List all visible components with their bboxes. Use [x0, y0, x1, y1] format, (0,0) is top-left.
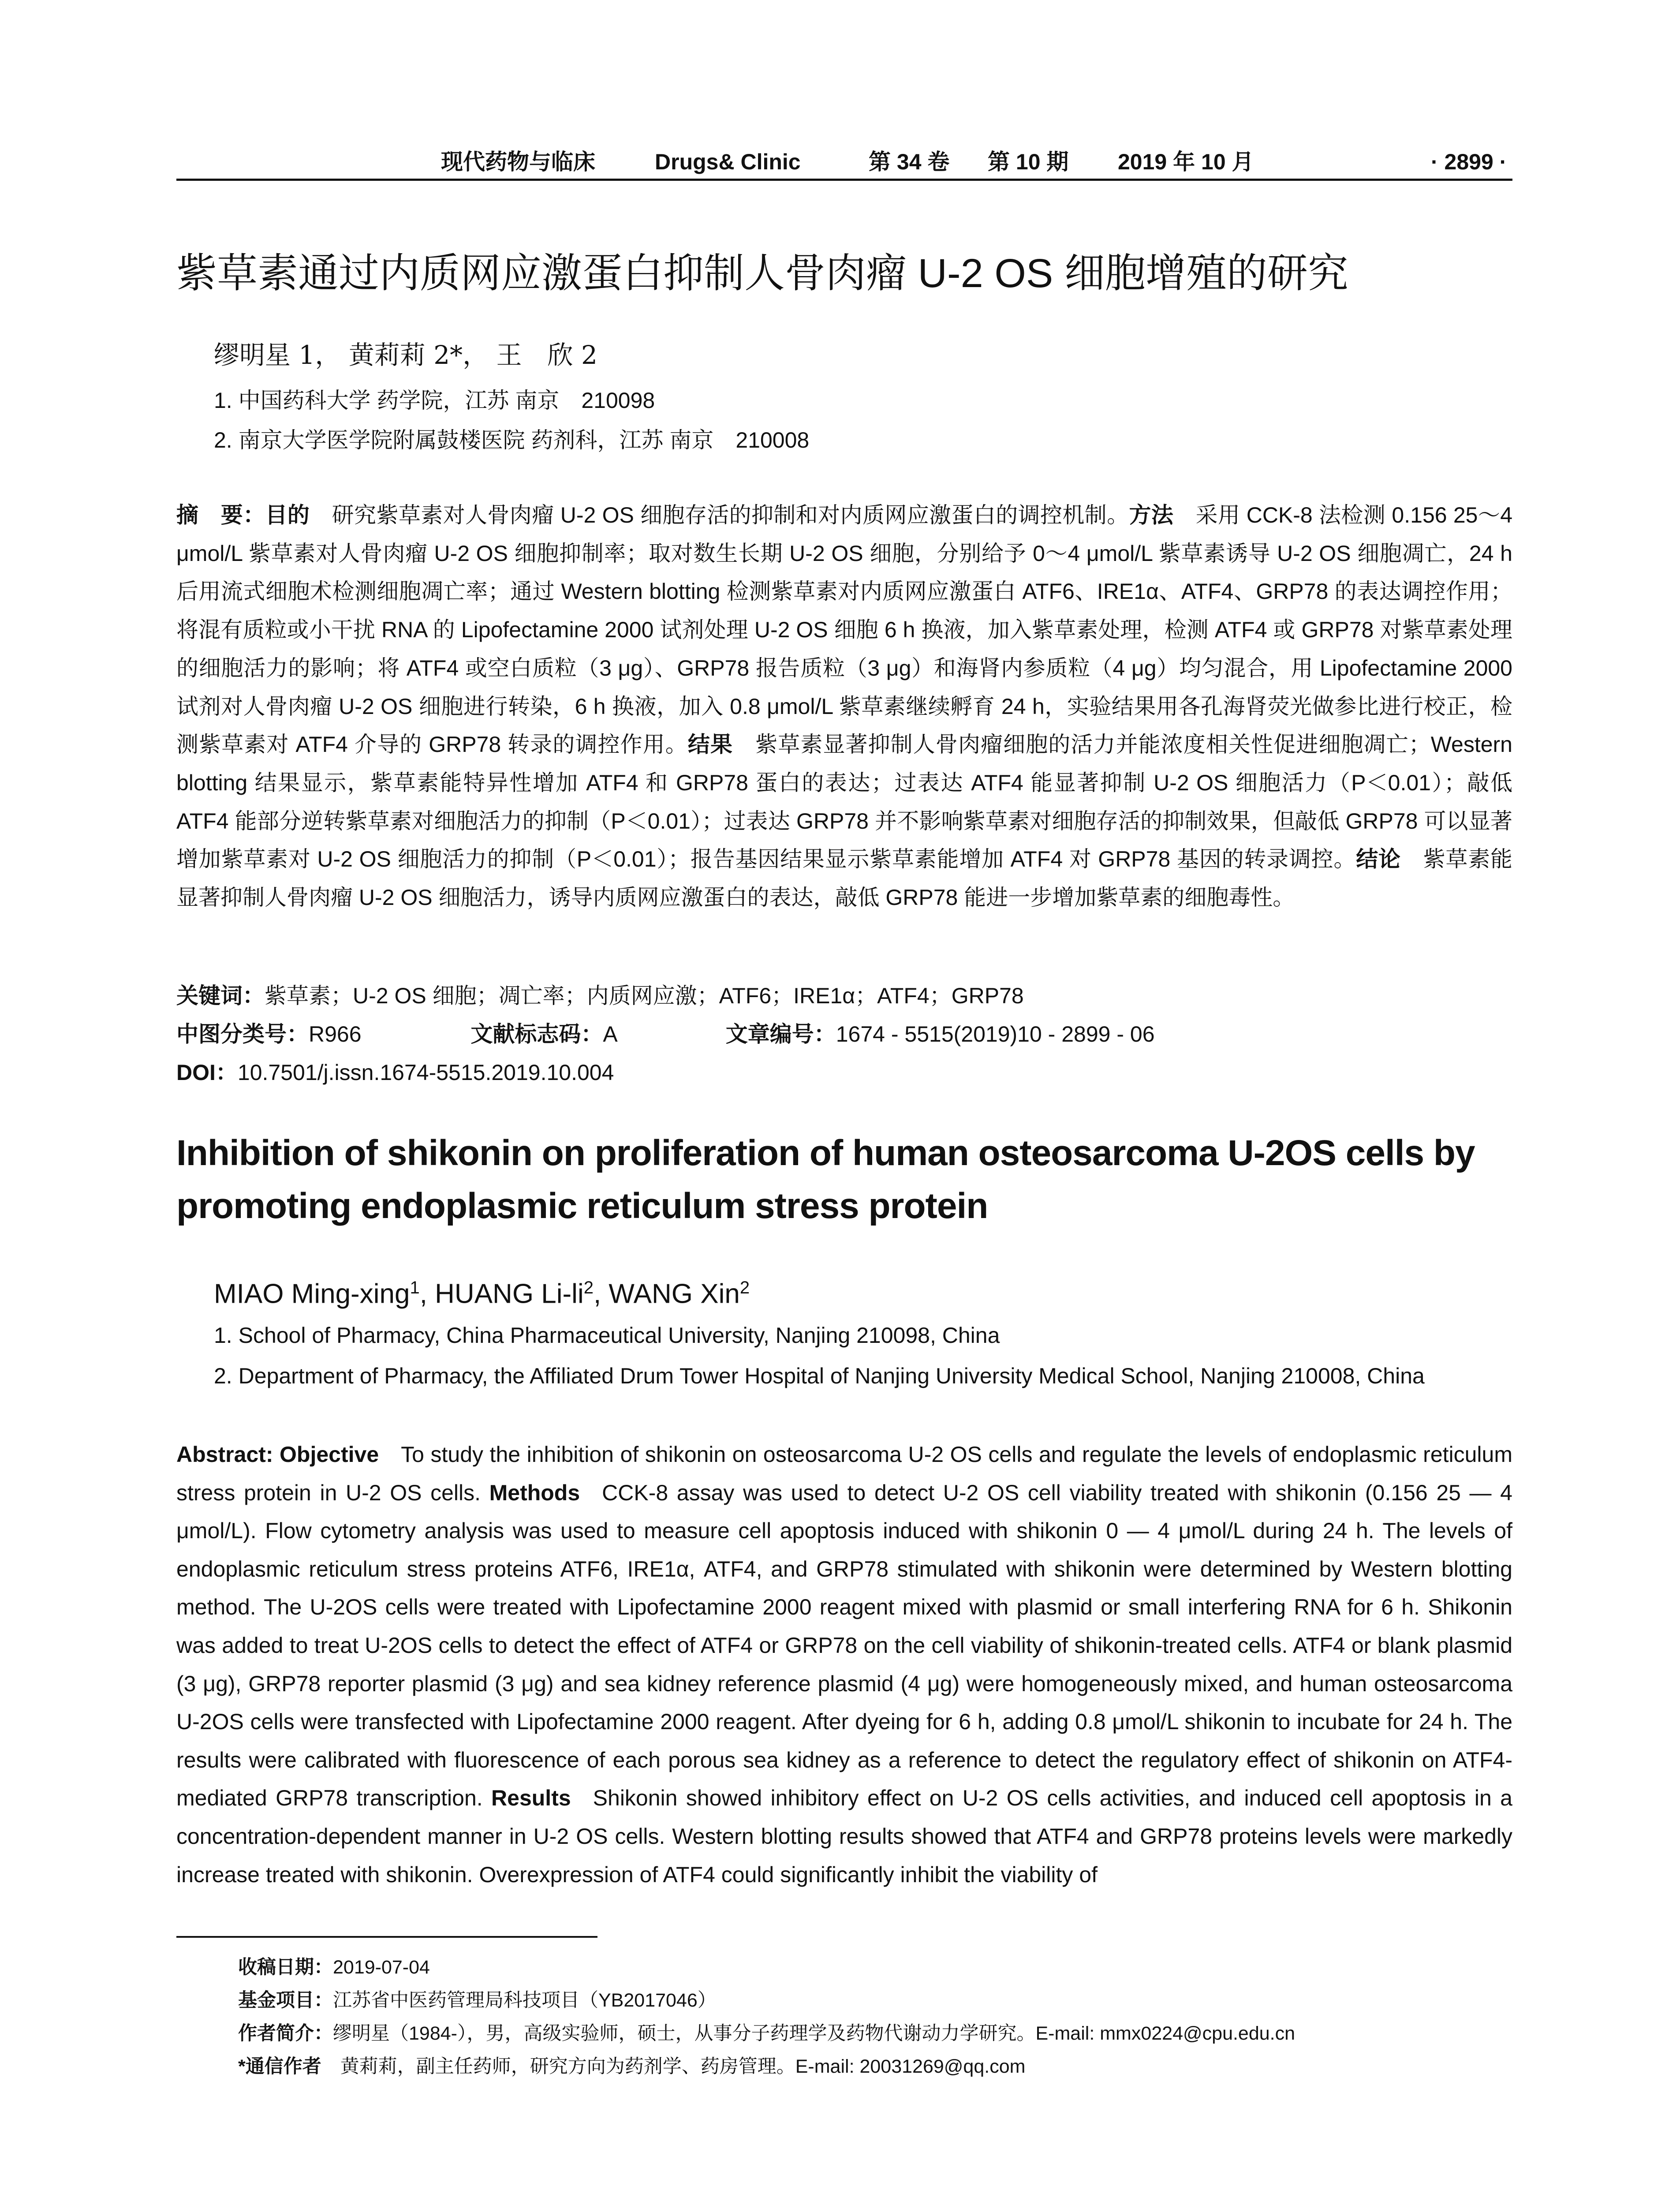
- conclusion-label-cn: 结论: [1356, 847, 1401, 872]
- doc-code-value: A: [603, 1022, 616, 1046]
- fund-label: 基金项目：: [238, 1990, 333, 2011]
- journal-name-en: Drugs& Clinic: [655, 149, 801, 174]
- abstract-cn: [176, 496, 1512, 917]
- author-en-3-aff: 2: [739, 1278, 750, 1297]
- results-en: Shikonin showed inhibitory effect on U-2 OS cells activities, and induced cell apoptosis in a concentration-dependent manner in U-2 OS cells. Western blotting results showed that ATF4 and GRP78 proteins levels were markedly increase treated with shikonin. Overexpression of ATF4 could significantly inhibit the viability of: [176, 1786, 1512, 1887]
- footnote-author-bio: [238, 2018, 1295, 2049]
- author-en-3: , WANG Xin: [593, 1278, 740, 1309]
- affiliation-en-2: 2. Department of Pharmacy, the Affiliated Drum Tower Hospital of Nanjing University Medical School, Nanjing 210008, China: [214, 1364, 1425, 1388]
- author-en-1-aff: 1: [410, 1278, 420, 1297]
- issue: 第 10 期: [988, 149, 1069, 174]
- affiliation-en-1: 1. School of Pharmacy, China Pharmaceutical University, Nanjing 210098, China: [214, 1323, 1000, 1348]
- abstract-en-label: Abstract: Objective: [176, 1442, 379, 1467]
- article-no-value: 1674 - 5515(2019)10 - 2899 - 06: [836, 1022, 1155, 1046]
- doi-row: [176, 1055, 614, 1090]
- running-header: [176, 142, 1512, 182]
- conclusion-cn: 紫草素能显著抑制人骨肉瘤 U-2 OS 细胞活力，诱导内质网应激蛋白的表达，敲低 GRP78 能进一步增加紫草素的细胞毒性。: [176, 847, 1512, 910]
- results-label-cn: 结果: [687, 732, 733, 757]
- corresponding-label: *通信作者: [238, 2056, 321, 2077]
- page-number: · 2899 ·: [1431, 149, 1507, 174]
- objective-en: To study the inhibition of shikonin on osteosarcoma U-2 OS cells and regulate the levels of endoplasmic reticulum stress protein in U-2 OS cells.: [176, 1442, 1512, 1505]
- authors-en: [214, 1266, 750, 1316]
- corresponding-text: 黄莉莉，副主任药师，研究方向为药剂学、药房管理。E-mail: 20031269@qq.com: [340, 2056, 1026, 2077]
- affiliation-cn-1: 1. 中国药科大学 药学院，江苏 南京 210098: [214, 388, 655, 413]
- doi-value: 10.7501/j.issn.1674-5515.2019.10.004: [237, 1060, 614, 1085]
- bio-text: 缪明星（1984-），男，高级实验师，硕士，从事分子药理学及药物代谢动力学研究。E-mail: mmx0224@cpu.edu.cn: [333, 2023, 1295, 2044]
- keywords-cn: [176, 978, 1024, 1013]
- affiliation-cn-2: 2. 南京大学医学院附属鼓楼医院 药剂科，江苏 南京 210008: [214, 428, 810, 452]
- footnote-corresponding: [238, 2051, 1025, 2082]
- journal-name-cn: 现代药物与临床: [441, 149, 595, 174]
- objective-label-cn: 目的: [265, 503, 310, 527]
- clc-value: R966: [309, 1022, 362, 1046]
- bio-label: 作者简介：: [238, 2023, 333, 2044]
- results-label-en: Results: [491, 1786, 571, 1811]
- objective-cn: 研究紫草素对人骨肉瘤 U-2 OS 细胞存活的抑制和对内质网应激蛋白的调控机制。: [332, 503, 1129, 527]
- author-en-2: , HUANG Li-li: [419, 1278, 584, 1309]
- footnote-fund: [238, 1984, 717, 2016]
- author-en-1: MIAO Ming-xing: [214, 1278, 410, 1309]
- keywords-label: 关键词：: [176, 983, 265, 1008]
- title-en: Inhibition of shikonin on proliferation of human osteosarcoma U-2OS cells by promoting endoplasmic reticulum stress protein: [176, 1133, 1475, 1226]
- abstract-cn-label: 摘 要：: [176, 503, 265, 527]
- received-date: 2019-07-04: [333, 1957, 430, 1978]
- authors-cn: 缪明星 1， 黄莉莉 2*， 王 欣 2: [214, 340, 597, 370]
- clc-label: 中图分类号：: [176, 1022, 309, 1046]
- methods-label-cn: 方法: [1129, 503, 1174, 527]
- footnote-rule: [176, 1936, 597, 1938]
- volume: 第 34 卷: [869, 149, 950, 174]
- article-no-label: 文章编号：: [725, 1022, 836, 1046]
- methods-cn: 采用 CCK-8 法检测 0.156 25～4 μmol/L 紫草素对人骨肉瘤 U-2 OS 细胞抑制率；取对数生长期 U-2 OS 细胞，分别给予 0～4 μmol/L 紫草素诱导 U-2 OS 细胞凋亡，24 h 后用流式细胞术检测细胞凋亡率；通过 Western blotting 检测紫草素对内质网应激蛋白 ATF6、IRE1α、ATF4、GRP78 的表达调控作用；将混有质粒或小干扰 RNA 的 Lipofectamine 2000 试剂处理 U-2 OS 细胞 6 h 换液，加入紫草素处理，检测 ATF4 或 GRP78 对紫草素处理的细胞活力的影响；将 ATF4 或空白质粒（3 μg）、GRP78 报告质粒（3 μg）和海肾内参质粒（4 μg）均匀混合，用 Lipofectamine 2000 试剂对人骨肉瘤 U-2 OS 细胞进行转染，6 h 换液，加入 0.8 μmol/L 紫草素继续孵育 24 h，实验结果用各孔海肾荧光做参比进行校正，检测紫草素对 ATF4 介导的 GRP78 转录的调控作用。: [176, 503, 1513, 757]
- doc-code-label: 文献标志码：: [470, 1022, 603, 1046]
- issue-date: 2019 年 10 月: [1118, 149, 1254, 174]
- header-rule: [176, 179, 1512, 181]
- keywords-text: 紫草素；U-2 OS 细胞；凋亡率；内质网应激；ATF6；IRE1α；ATF4；GRP78: [265, 983, 1024, 1008]
- fund-text: 江苏省中医药管理局科技项目（YB2017046）: [333, 1990, 717, 2011]
- methods-label-en: Methods: [489, 1480, 580, 1505]
- received-label: 收稿日期：: [238, 1957, 333, 1978]
- doi-label: DOI：: [176, 1060, 238, 1085]
- methods-en: CCK-8 assay was used to detect U-2 OS cell viability treated with shikonin (0.156 25 — 4 μmol/L). Flow cytometry analysis was used to measure cell apoptosis induced with shikonin 0 — 4 μmol/L during 24 h. The levels of endoplasmic reticulum stress proteins ATF6, IRE1α, ATF4, and GRP78 stimulated with shikonin were determined by Western blotting method. The U-2OS cells were treated with Lipofectamine 2000 reagent mixed with plasmid or small interfering RNA for 6 h. Shikonin was added to treat U-2OS cells to detect the effect of ATF4 or GRP78 on the cell viability of shikonin-treated cells. ATF4 or blank plasmid (3 μg), GRP78 reporter plasmid (3 μg) and sea kidney reference plasmid (4 μg) were homogeneously mixed, and human osteosarcoma U-2OS cells were transfected with Lipofectamine 2000 reagent. After dyeing for 6 h, adding 0.8 μmol/L shikonin to incubate for 24 h. The results were calibrated with fluorescence of each porous sea kidney as a reference to detect the regulatory effect of shikonin on ATF4-mediated GRP78 transcription.: [176, 1480, 1512, 1811]
- footnote-received: [238, 1951, 430, 1983]
- results-cn: 紫草素显著抑制人骨肉瘤细胞的活力并能浓度相关性促进细胞凋亡；Western blotting 结果显示，紫草素能特异性增加 ATF4 和 GRP78 蛋白的表达；过表达 ATF4 能显著抑制 U-2 OS 细胞活力（P＜0.01）；敲低 ATF4 能部分逆转紫草素对细胞活力的抑制（P＜0.01）；过表达 GRP78 并不影响紫草素对细胞存活的抑制效果，但敲低 GRP78 可以显著增加紫草素对 U-2 OS 细胞活力的抑制（P＜0.01）；报告基因结果显示紫草素能增加 ATF4 对 GRP78 基因的转录调控。: [176, 732, 1512, 872]
- abstract-en: [176, 1435, 1512, 1894]
- author-en-2-aff: 2: [583, 1278, 594, 1297]
- title-cn: 紫草素通过内质网应激蛋白抑制人骨肉瘤 U-2 OS 细胞增殖的研究: [176, 251, 1348, 296]
- classification-row: [176, 1017, 1155, 1052]
